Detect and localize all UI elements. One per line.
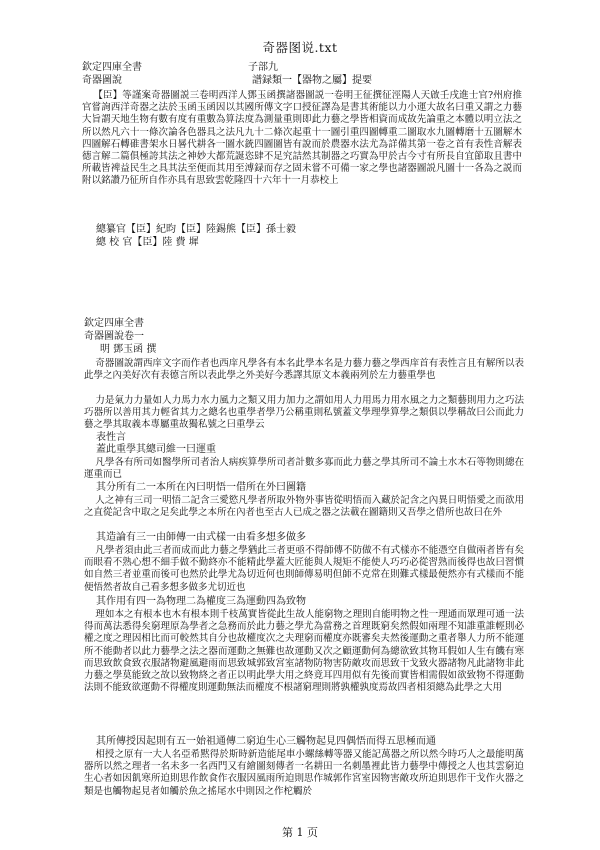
line-two-sources: 其分所有二一本所在內曰明悟一借所在外曰圖籍	[96, 482, 306, 493]
paragraph-faculties: 人之神有三司一明悟二記含三愛慾凡學者所取外物外事皆從明悟而入藏於記含之內異日明悟愛之而欲用之直從記含中取之足矣此學之本所在內者也至古人已成之器之法載在圖籍則又吾學之借所也故曰在外	[84, 495, 524, 519]
collection-header: 欽定四庫全書	[82, 62, 142, 73]
heading-biaoxing: 表性言	[96, 432, 126, 443]
paragraph-intro: 奇器圖說謂西庠文字而作者也西庠凡學各有本名此學本名是力藝力藝之學西庠首有表性言且有解所以表此學之內美好次有表德言所以表此學之外美好今悉譯其原文本義兩列於左力藝重學也	[84, 358, 524, 382]
chief-editors: 總纂官【臣】紀昀【臣】陸錫熊【臣】孫士毅	[96, 224, 296, 235]
file-title: 奇器图说.txt	[262, 40, 338, 55]
line-five-origins: 其所傳授因起則有五一始祖通傳二窮迫生心三觸物起見四偶悟而得五思極而通	[96, 736, 436, 747]
paragraph-methods: 凡學者須由此三者而成而此力藝之學猶此三者更亟不得師傳不防做不有式樣亦不能憑空自做兩者皆有矣而眼看不熟心想不細手做不勤終亦不能精此學蓋大匠能與人規矩不能使人巧巧必從習熟而後得也故曰習慣如自然三者並重而後可也然於此學尤為切近何也則師傳易明但師不克常在則難式樣最便然亦有式樣而不能便悟然者故自己看多想多做多尤切近也	[84, 545, 524, 593]
book-name: 奇器圖說	[82, 75, 122, 86]
paragraph-domain: 凡學各有所司如醫學所司者治人病疾算學所司者計數多寡而此力藝之學其所司不論土水木石等物則總在運重而已	[84, 457, 524, 481]
catalog-classification: 譜録類一【器物之屬】提要	[252, 75, 372, 86]
category-header: 子部九	[248, 62, 278, 73]
chief-proofreader: 總 校 官【臣】陸 費 墀	[96, 237, 199, 248]
line-main-function: 蓋此重學其總司維一曰運重	[96, 444, 216, 455]
page-number: 第 1 页	[282, 826, 318, 839]
paragraph-li: 力是氣力力量如人力馬力水力風力之類又用力加力之謂如用人力用馬力用水風之力之類藝則用力之巧法巧器所以善用其力輕省其力之總名也重學者學乃公稱重則私號蓋文學理學算學之類俱以學稱故曰公而此力藝之學其取義本專屬重故獨私號之曰重學云	[84, 395, 524, 431]
paragraph-transmission: 相授之原有一大人名亞希黙得於斯時新造能尾車小螺絲轉等器又能記萬器之所以然今時巧人之最能明萬器所以然之理者一名未多一名西門又有繪圖刻傳者一名耕田一名刺墨裡此皆力藝學中傳授之人也其雲窮迫生心者如因飢寒所迫則思作飲食作衣服因風雨所迫則思作城郭作宮室因物害敵攻所迫則思作干戈作火器之類是也觸物起見者如觸於魚之搖尾水中則因之作柁觸於	[84, 749, 524, 797]
line-three-methods: 其造論有三一由師傳一由式樣一由看多想多做多	[96, 532, 306, 543]
summary-paragraph: 【臣】等謹案奇器圖説三卷明西洋人鄧玉函撰諸器圖説一卷明王征撰征涇陽人天啟壬戌進士官?州府推官嘗詢西洋奇器之法於玉函玉函因以其國所傳文字口授征譯為是書其術能以力小運大故名曰重又謂之力藝大旨謂天地生物有數有度有重數為算法度為測量重則即此力藝之學皆相資而成故先論重之本體以明立法之所以然凡六十一條次論各色器具之法凡九十二條次起重十一圖引重四圖轉重二圖取水九圖轉磨十五圖解木四圖解石轉碓書架水日晷代耕各一圖水銃四圖圖皆有說而於農器水法尤為詳備其第一卷之首有表性音解表德言解二篇俱極誇其法之神妙大都荒誕恣肆不足究詰然其制器之巧實為甲於古今寸有所長自宜節取且書中所載皆裨益民生之具其法至便而其用至溥録而存之固未嘗不可備一家之學也諸器圖説凡圖十一各為之説而附以銘讚乃征所自作亦具有思致雲乾隆四十六年十一月恭校上	[82, 90, 522, 187]
author-line: 明 鄧玉函 撰	[100, 344, 157, 355]
line-four-uses: 其作用有四一為物理二為權度三為運動四為致物	[96, 596, 306, 607]
collection-header-2: 欽定四庫全書	[84, 318, 144, 329]
paragraph-uses: 理如本之有根本也木有根本則千枝萬實皆從此生故人能窮物之理則自能明物之性一理通而眾理可通一法得而萬法悉得矣窮理原為學者之急務而於此力藝之學尤為當務之首理既窮矣然假如兩理不知誰重誰輕則必權之度之理因相比而可較然其自分也故權度次之夫理窮而權度亦既審矣夫然後運動之重者舉人力所不能運所不能動者以此力藝學之法之器而運動之無難也故運動又次之顧運動何為總欲致其物耳假如人生有饑有寒而思致飲食致衣服諸物避風避雨而思致城郭致宮室諸物防物害防敵攻而思致干戈致火器諸物凡此諸物非此力藝之學莫能致之故以致物終之者正以明此學大用之終竟耳四用似有先後而實皆相需假如欲致物不得運動法則不能致欲運動不得權度則運動無法而權度不根諸窮理則將孰權孰度焉故四者相須總為此學之大用	[84, 609, 524, 694]
volume-title: 奇器圖說卷一	[84, 331, 144, 342]
